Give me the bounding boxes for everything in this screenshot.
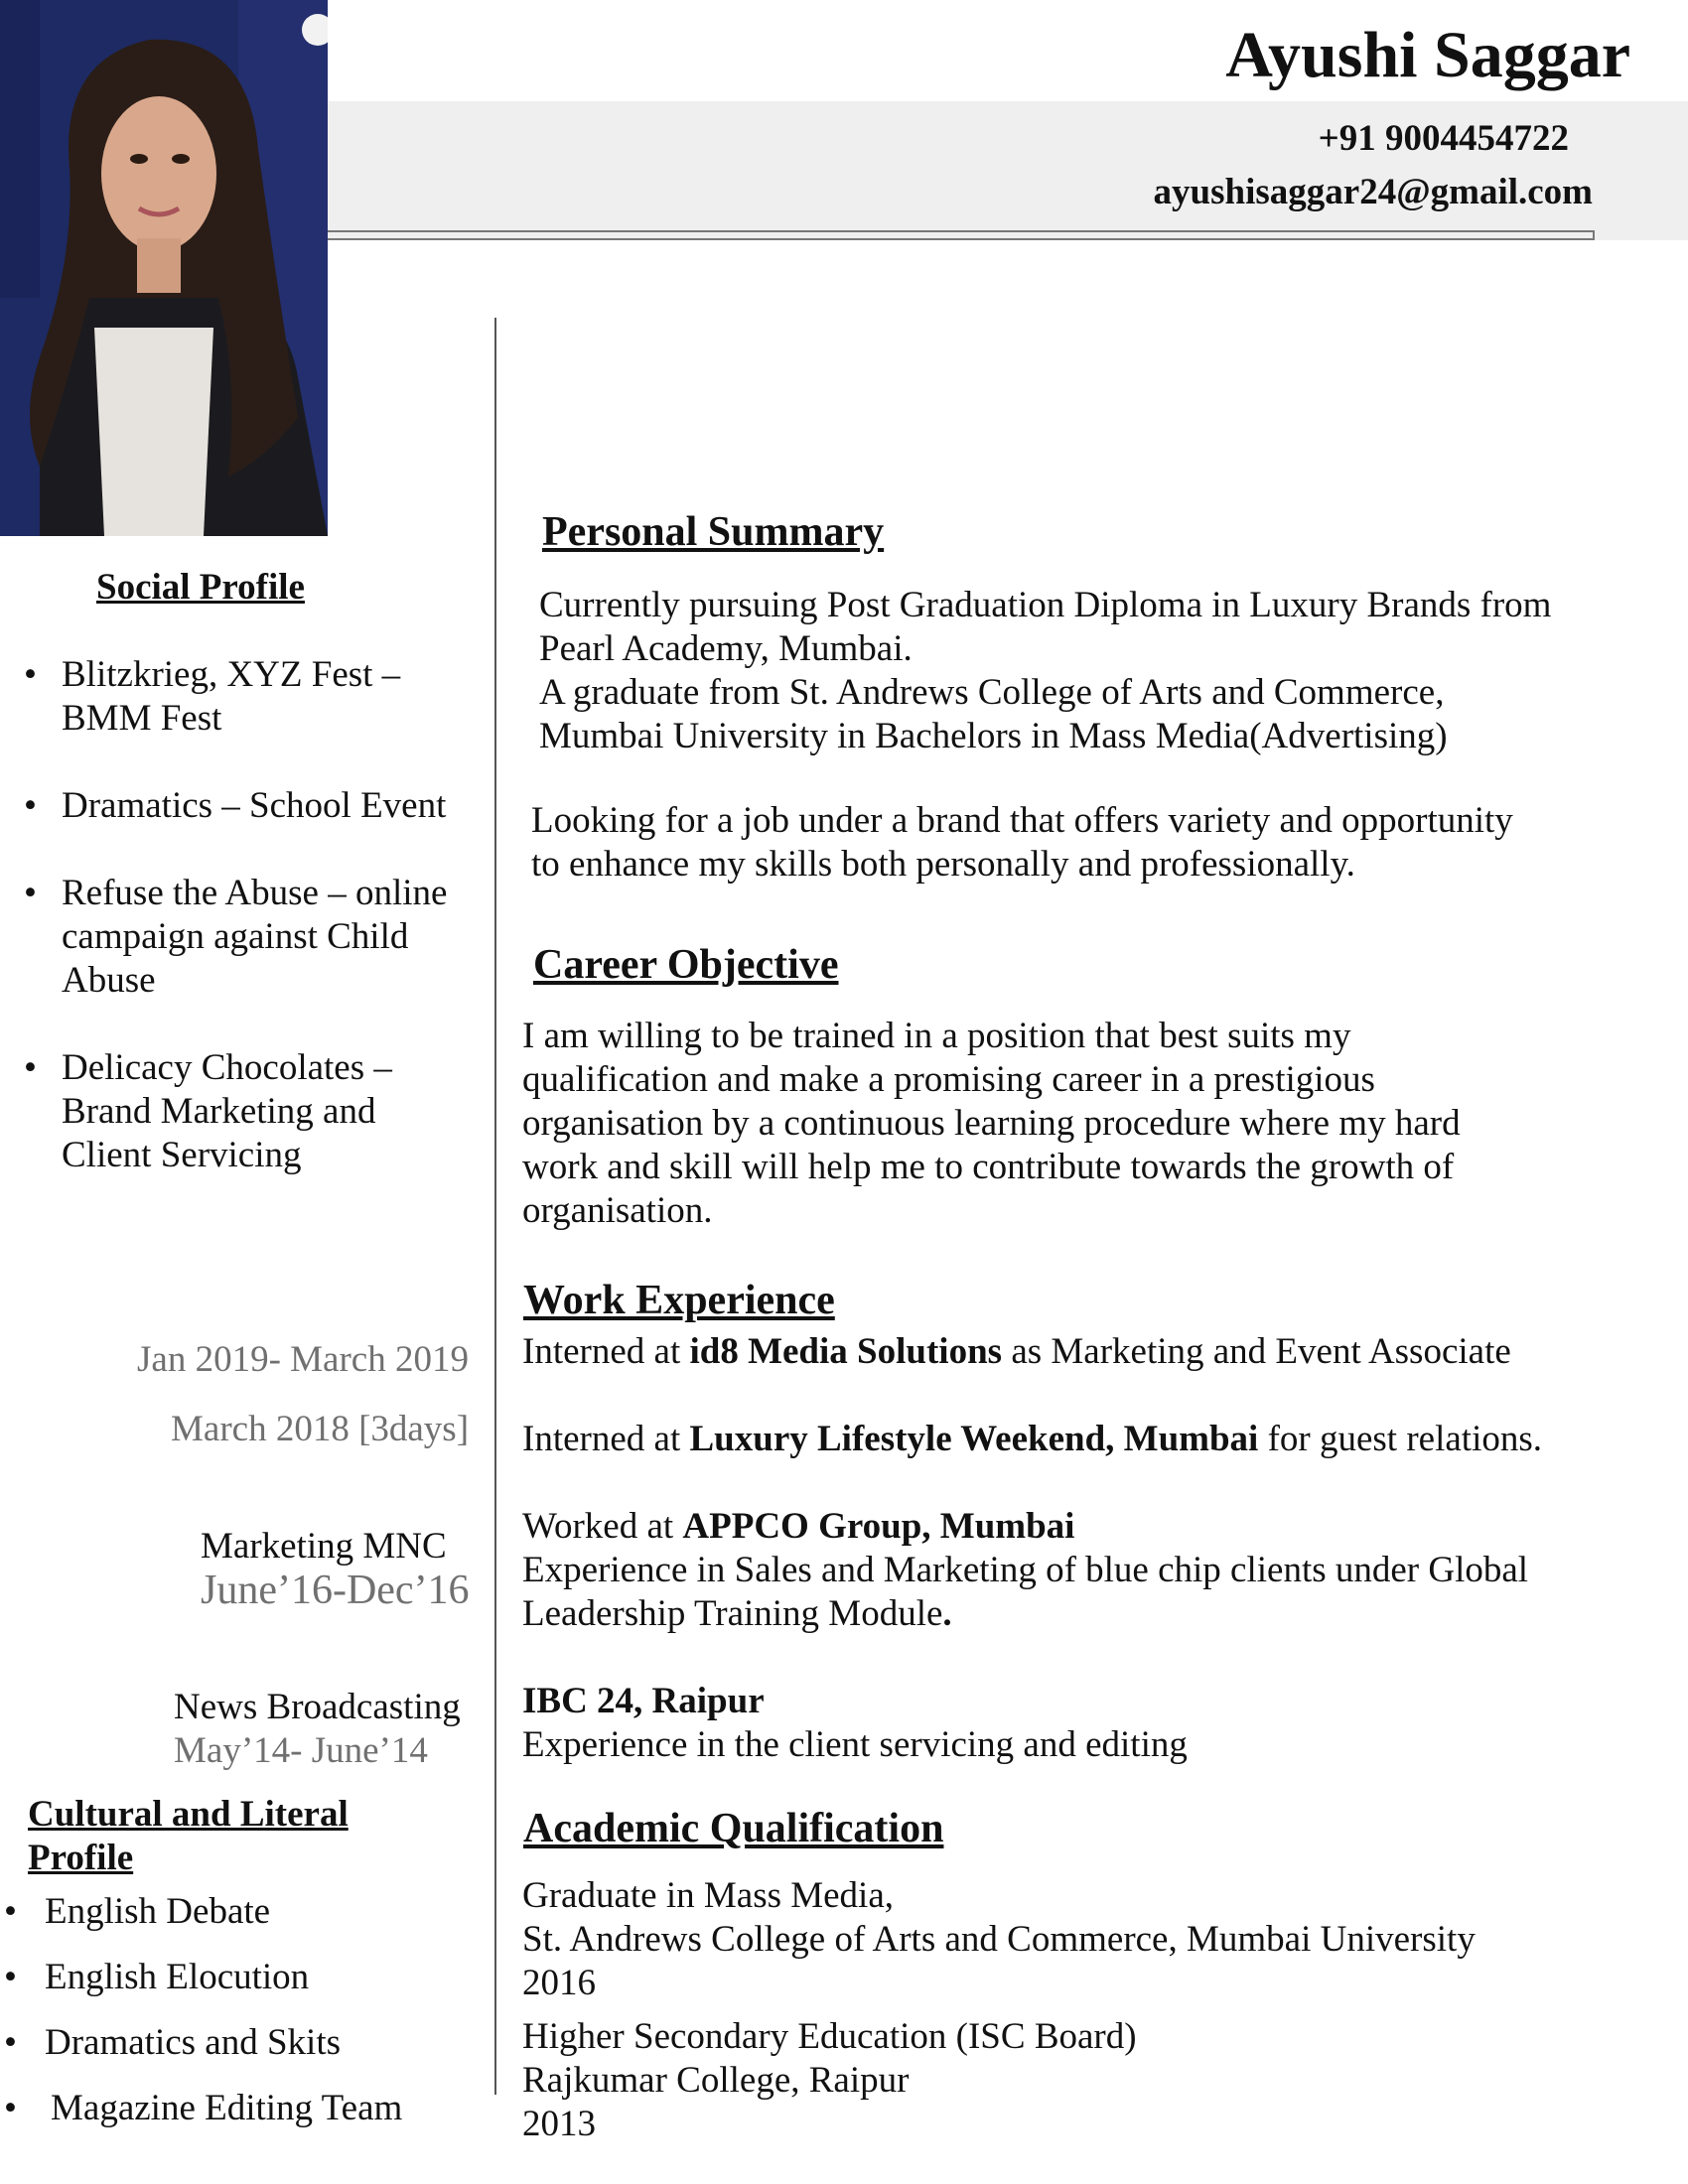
date-appco: June’16-Dec’16 [201,1568,470,1613]
profile-photo [0,0,328,536]
academic-qualification-heading: Academic Qualification [523,1806,944,1851]
work-experience-heading: Work Experience [523,1278,835,1323]
date-luxury: March 2018 [3days] [171,1409,470,1449]
qualification-higher-secondary: Higher Secondary Education (ISC Board) Rajkumar College, Raipur 2013 [522,2016,1137,2144]
candidate-name: Ayushi Saggar [1225,19,1630,91]
date-ibc: May’14- June’14 [174,1730,428,1771]
social-profile-heading: Social Profile [96,567,305,608]
objective-paragraph: I am willing to be trained in a position that best suits my qualification and make a promising career in a prestigious organisation by a continuous learning procedure where my hard work and skill will help me to contribute towards the growth of organisation. [522,1016,1461,1231]
qualification-graduation: Graduate in Mass Media, St. Andrews College of Arts and Commerce, Mumbai University 2016 [522,1875,1476,2003]
work-entry-ibc: IBC 24, Raipur Experience in the client servicing and editing [522,1681,1188,1765]
cultural-profile-heading: Cultural and Literal Profile [28,1794,349,1878]
personal-summary-heading: Personal Summary [542,509,885,555]
label-news-broadcasting: News Broadcasting [174,1687,461,1727]
label-marketing-mnc: Marketing MNC [201,1526,447,1567]
header-rule [326,230,1595,240]
career-objective-heading: Career Objective [533,942,839,988]
column-divider [494,318,496,2095]
summary-paragraph-2: Looking for a job under a brand that offers variety and opportunity to enhance my skills both personally and professionally. [531,800,1513,885]
work-entry-luxury: Interned at Luxury Lifestyle Weekend, Mumbai for guest relations. [522,1419,1542,1459]
phone-number: +91 9004454722 [1318,118,1569,159]
summary-paragraph-1: Currently pursuing Post Graduation Diploma in Luxury Brands from Pearl Academy, Mumbai. A graduate from St. Andrews College of Arts and Commerce, Mumbai University in Bachelors in Mass Media(Advertising) [539,585,1552,756]
work-entry-id8: Interned at id8 Media Solutions as Marketing and Event Associate [522,1331,1511,1372]
work-entry-appco: Worked at APPCO Group, Mumbai Experience in Sales and Marketing of blue chip clients under Global Leadership Training Module. [522,1506,1529,1634]
date-id8: Jan 2019- March 2019 [137,1339,469,1380]
email-address: ayushisaggar24@gmail.com [1153,172,1593,212]
